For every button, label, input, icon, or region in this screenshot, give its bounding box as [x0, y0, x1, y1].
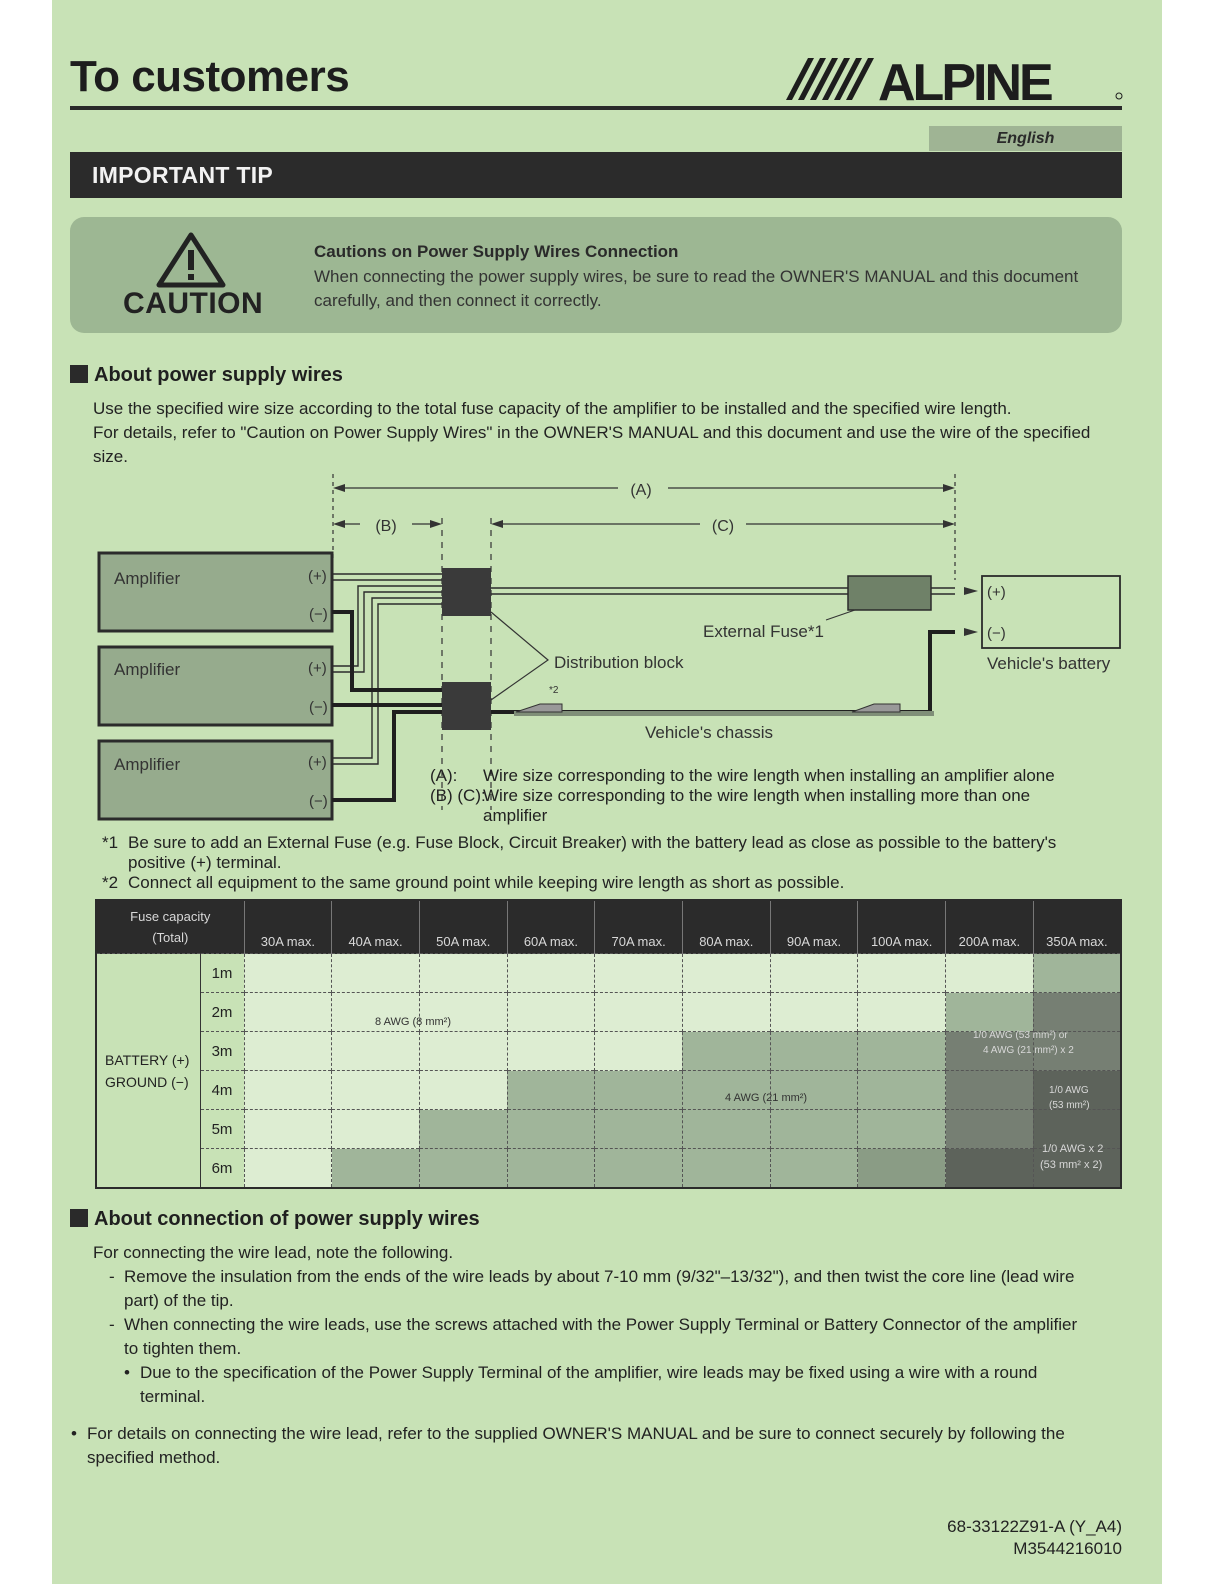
awg4-label: 4 AWG (21 mm²) [725, 1092, 808, 1104]
awg10-label-d: (53 mm²) [1049, 1100, 1090, 1111]
caution-label: CAUTION [123, 287, 264, 320]
wire-size-cell [946, 1071, 1034, 1110]
wire-size-cell [507, 1071, 595, 1110]
wire-size-cell [682, 954, 770, 993]
wire-size-cell [682, 1032, 770, 1071]
table-row [96, 954, 1121, 993]
dot-marker: • [71, 1424, 77, 1443]
section2-item1b: part) of the tip. [124, 1291, 234, 1310]
distribution-block-label: Distribution block [554, 653, 684, 672]
wire-size-cell [419, 1032, 507, 1071]
wire-size-cell [419, 1149, 507, 1189]
legend-a-text: Wire size corresponding to the wire length when installing an amplifier alone [483, 766, 1055, 785]
ground-note-marker: *2 [549, 685, 559, 696]
dash-marker: - [109, 1267, 115, 1286]
legend-bc-key: (B) (C): [430, 786, 486, 805]
wire-size-cell [244, 1071, 332, 1110]
section1-line3: size. [93, 447, 128, 466]
wire-size-cell [507, 1149, 595, 1189]
important-tip-bar: IMPORTANT TIP [70, 152, 1122, 198]
section2-item2b: to tighten them. [124, 1339, 242, 1358]
wire-length-cell: 2m [200, 993, 244, 1032]
wire-size-cell [332, 1110, 420, 1149]
section1-line1: Use the specified wire size according to the total fuse capacity of the amplifier to be installed and the specified wire length. [93, 399, 1012, 418]
note-1-text2: positive (+) terminal. [128, 853, 282, 872]
dim-a-label: (A) [630, 482, 652, 499]
wire-size-cell [595, 1032, 683, 1071]
amplifier-3-plus: (+) [308, 754, 327, 771]
battery-plus: (+) [987, 584, 1006, 601]
awg10-label-c: 1/0 AWG [1049, 1085, 1089, 1096]
dot-marker: • [124, 1363, 130, 1382]
awg10-label-b: 4 AWG (21 mm²) x 2 [983, 1045, 1074, 1056]
wire-size-cell [419, 1110, 507, 1149]
wire-size-cell [682, 1110, 770, 1149]
column-header: 100A max. [858, 900, 946, 954]
wire-size-cell [946, 1110, 1034, 1149]
distribution-block-positive [442, 568, 491, 616]
battery-minus: (−) [987, 625, 1006, 642]
table-row [96, 993, 1121, 1032]
wire-size-cell [595, 1110, 683, 1149]
wire-length-cell: 4m [200, 1071, 244, 1110]
wire-length-cell: 3m [200, 1032, 244, 1071]
amplifier-3 [99, 741, 332, 819]
wire-size-cell [946, 993, 1034, 1032]
wire-size-cell [682, 1149, 770, 1189]
fuse-capacity-header: Fuse capacity (Total) [96, 900, 244, 954]
amplifier-2 [99, 647, 332, 725]
dash-marker: - [109, 1315, 115, 1334]
note-2-mark: *2 [102, 873, 119, 892]
wire-size-cell [595, 1149, 683, 1189]
wire-size-cell [770, 1032, 858, 1071]
section2-final: For details on connecting the wire lead, refer to the supplied OWNER'S MANUAL and be sure to connect securely by following the [87, 1424, 1065, 1443]
wire-size-cell [507, 1110, 595, 1149]
column-header: 200A max. [946, 900, 1034, 954]
section1-line2: For details, refer to "Caution on Power Supply Wires" in the OWNER'S MANUAL and this document and use the wire of the specified [93, 423, 1091, 442]
amplifier-2-plus: (+) [308, 660, 327, 677]
column-header: 50A max. [419, 900, 507, 954]
wire-size-cell [595, 993, 683, 1032]
table-row [96, 1149, 1121, 1189]
document-code-1: 68-33122Z91-A (Y_A4) [947, 1517, 1122, 1536]
section2-sub1: Due to the specification of the Power Supply Terminal of the amplifier, wire leads may be fixed using a wire with a round [140, 1363, 1038, 1382]
wire-size-cell [770, 1149, 858, 1189]
language-tab: English [929, 126, 1122, 151]
wire-size-cell [858, 993, 946, 1032]
wire-size-cell [858, 1071, 946, 1110]
wire-size-cell [858, 954, 946, 993]
column-header: 90A max. [770, 900, 858, 954]
distribution-block-negative [442, 682, 491, 730]
section-heading-connection: About connection of power supply wires [70, 1208, 480, 1231]
section2-item1: Remove the insulation from the ends of the wire leads by about 7-10 mm (9/32"–13/32"), and then twist the core line (lead wire [124, 1267, 1075, 1286]
wire-size-cell [507, 993, 595, 1032]
square-bullet-icon [70, 1209, 88, 1227]
wire-size-cell [244, 993, 332, 1032]
section2-item2: When connecting the wire leads, use the screws attached with the Power Supply Terminal or Battery Connector of the amplifier [124, 1315, 1078, 1334]
wire-size-cell [244, 954, 332, 993]
amplifier-3-minus: (−) [309, 793, 328, 810]
section-heading-power-wires: About power supply wires [70, 364, 343, 387]
wire-size-cell [419, 1071, 507, 1110]
legend-a-key: (A): [430, 766, 458, 785]
wire-size-cell [1033, 993, 1121, 1032]
awg8-label: 8 AWG (8 mm²) [375, 1016, 451, 1028]
note-2-text: Connect all equipment to the same ground point while keeping wire length as short as possible. [128, 873, 845, 892]
column-header: 30A max. [244, 900, 332, 954]
amplifier-1 [99, 553, 332, 631]
awg10-label-a: 1/0 AWG (53 mm²) or [973, 1030, 1068, 1041]
column-header: 70A max. [595, 900, 683, 954]
legend-bc-text2: amplifier [483, 806, 548, 825]
wire-size-cell [332, 954, 420, 993]
wire-size-cell [1033, 954, 1121, 993]
battery-label: Vehicle's battery [987, 654, 1111, 673]
wire-size-cell [595, 954, 683, 993]
document-codes [947, 1516, 1122, 1560]
wire-size-cell [332, 1149, 420, 1189]
column-header: 80A max. [682, 900, 770, 954]
legend-bc-text: Wire size corresponding to the wire length when installing more than one [483, 786, 1031, 805]
document-code-2: M3544216010 [1013, 1539, 1122, 1558]
wire-size-cell [946, 954, 1034, 993]
wire-size-cell [507, 954, 595, 993]
amplifier-1-minus: (−) [309, 606, 328, 623]
wire-size-cell [332, 1032, 420, 1071]
amplifier-3-label: Amplifier [114, 755, 181, 774]
note-1-text: Be sure to add an External Fuse (e.g. Fuse Block, Circuit Breaker) with the battery lead as close as possible to the battery's [128, 833, 1057, 852]
column-header: 350A max. [1033, 900, 1121, 954]
amplifier-2-minus: (−) [309, 699, 328, 716]
wire-size-cell [419, 954, 507, 993]
fuse-capacity-table [95, 899, 1122, 1177]
note-1-mark: *1 [102, 833, 119, 852]
wire-length-cell: 1m [200, 954, 244, 993]
table-row [96, 1032, 1121, 1071]
wire-length-cell: 5m [200, 1110, 244, 1149]
row-label: BATTERY (+) GROUND (−) [96, 954, 200, 1189]
wire-size-cell [770, 993, 858, 1032]
wire-size-cell [332, 1071, 420, 1110]
section2-sub1b: terminal. [140, 1387, 206, 1406]
wire-size-cell [770, 954, 858, 993]
column-header: 40A max. [332, 900, 420, 954]
amplifier-1-plus: (+) [308, 568, 327, 585]
dim-c-label: (C) [711, 518, 735, 535]
page-title: To customers [70, 52, 350, 101]
table-row [96, 1071, 1121, 1110]
wire-size-cell [244, 1110, 332, 1149]
wire-size-cell [946, 1149, 1034, 1189]
wire-size-cell [682, 993, 770, 1032]
wire-size-cell [244, 1149, 332, 1189]
table-row [96, 1110, 1121, 1149]
awg10x2-label-b: (53 mm² x 2) [1040, 1159, 1103, 1171]
dim-b-label: (B) [375, 518, 397, 535]
external-fuse-label: External Fuse*1 [703, 622, 824, 641]
chassis-label: Vehicle's chassis [645, 723, 773, 742]
section2-finalb: specified method. [87, 1448, 221, 1467]
column-header: 60A max. [507, 900, 595, 954]
table-header-row [96, 900, 1121, 954]
caution-title: Cautions on Power Supply Wires Connection [314, 242, 679, 261]
caution-text: When connecting the power supply wires, be sure to read the OWNER'S MANUAL and this document carefully, and then connect it correctly. [314, 267, 1079, 310]
wire-size-cell [244, 1032, 332, 1071]
wire-size-cell [595, 1071, 683, 1110]
amplifier-2-label: Amplifier [114, 660, 181, 679]
wire-size-cell [858, 1149, 946, 1189]
wire-size-cell [858, 1032, 946, 1071]
section2-intro: For connecting the wire lead, note the following. [93, 1243, 454, 1262]
awg10x2-label-a: 1/0 AWG x 2 [1042, 1143, 1104, 1155]
wire-size-cell [858, 1110, 946, 1149]
external-fuse [848, 576, 931, 610]
wire-size-cell [770, 1110, 858, 1149]
wire-size-cell [507, 1032, 595, 1071]
amplifier-1-label: Amplifier [114, 569, 181, 588]
wire-length-cell: 6m [200, 1149, 244, 1189]
brand-wordmark: ALPINE [878, 56, 1051, 102]
